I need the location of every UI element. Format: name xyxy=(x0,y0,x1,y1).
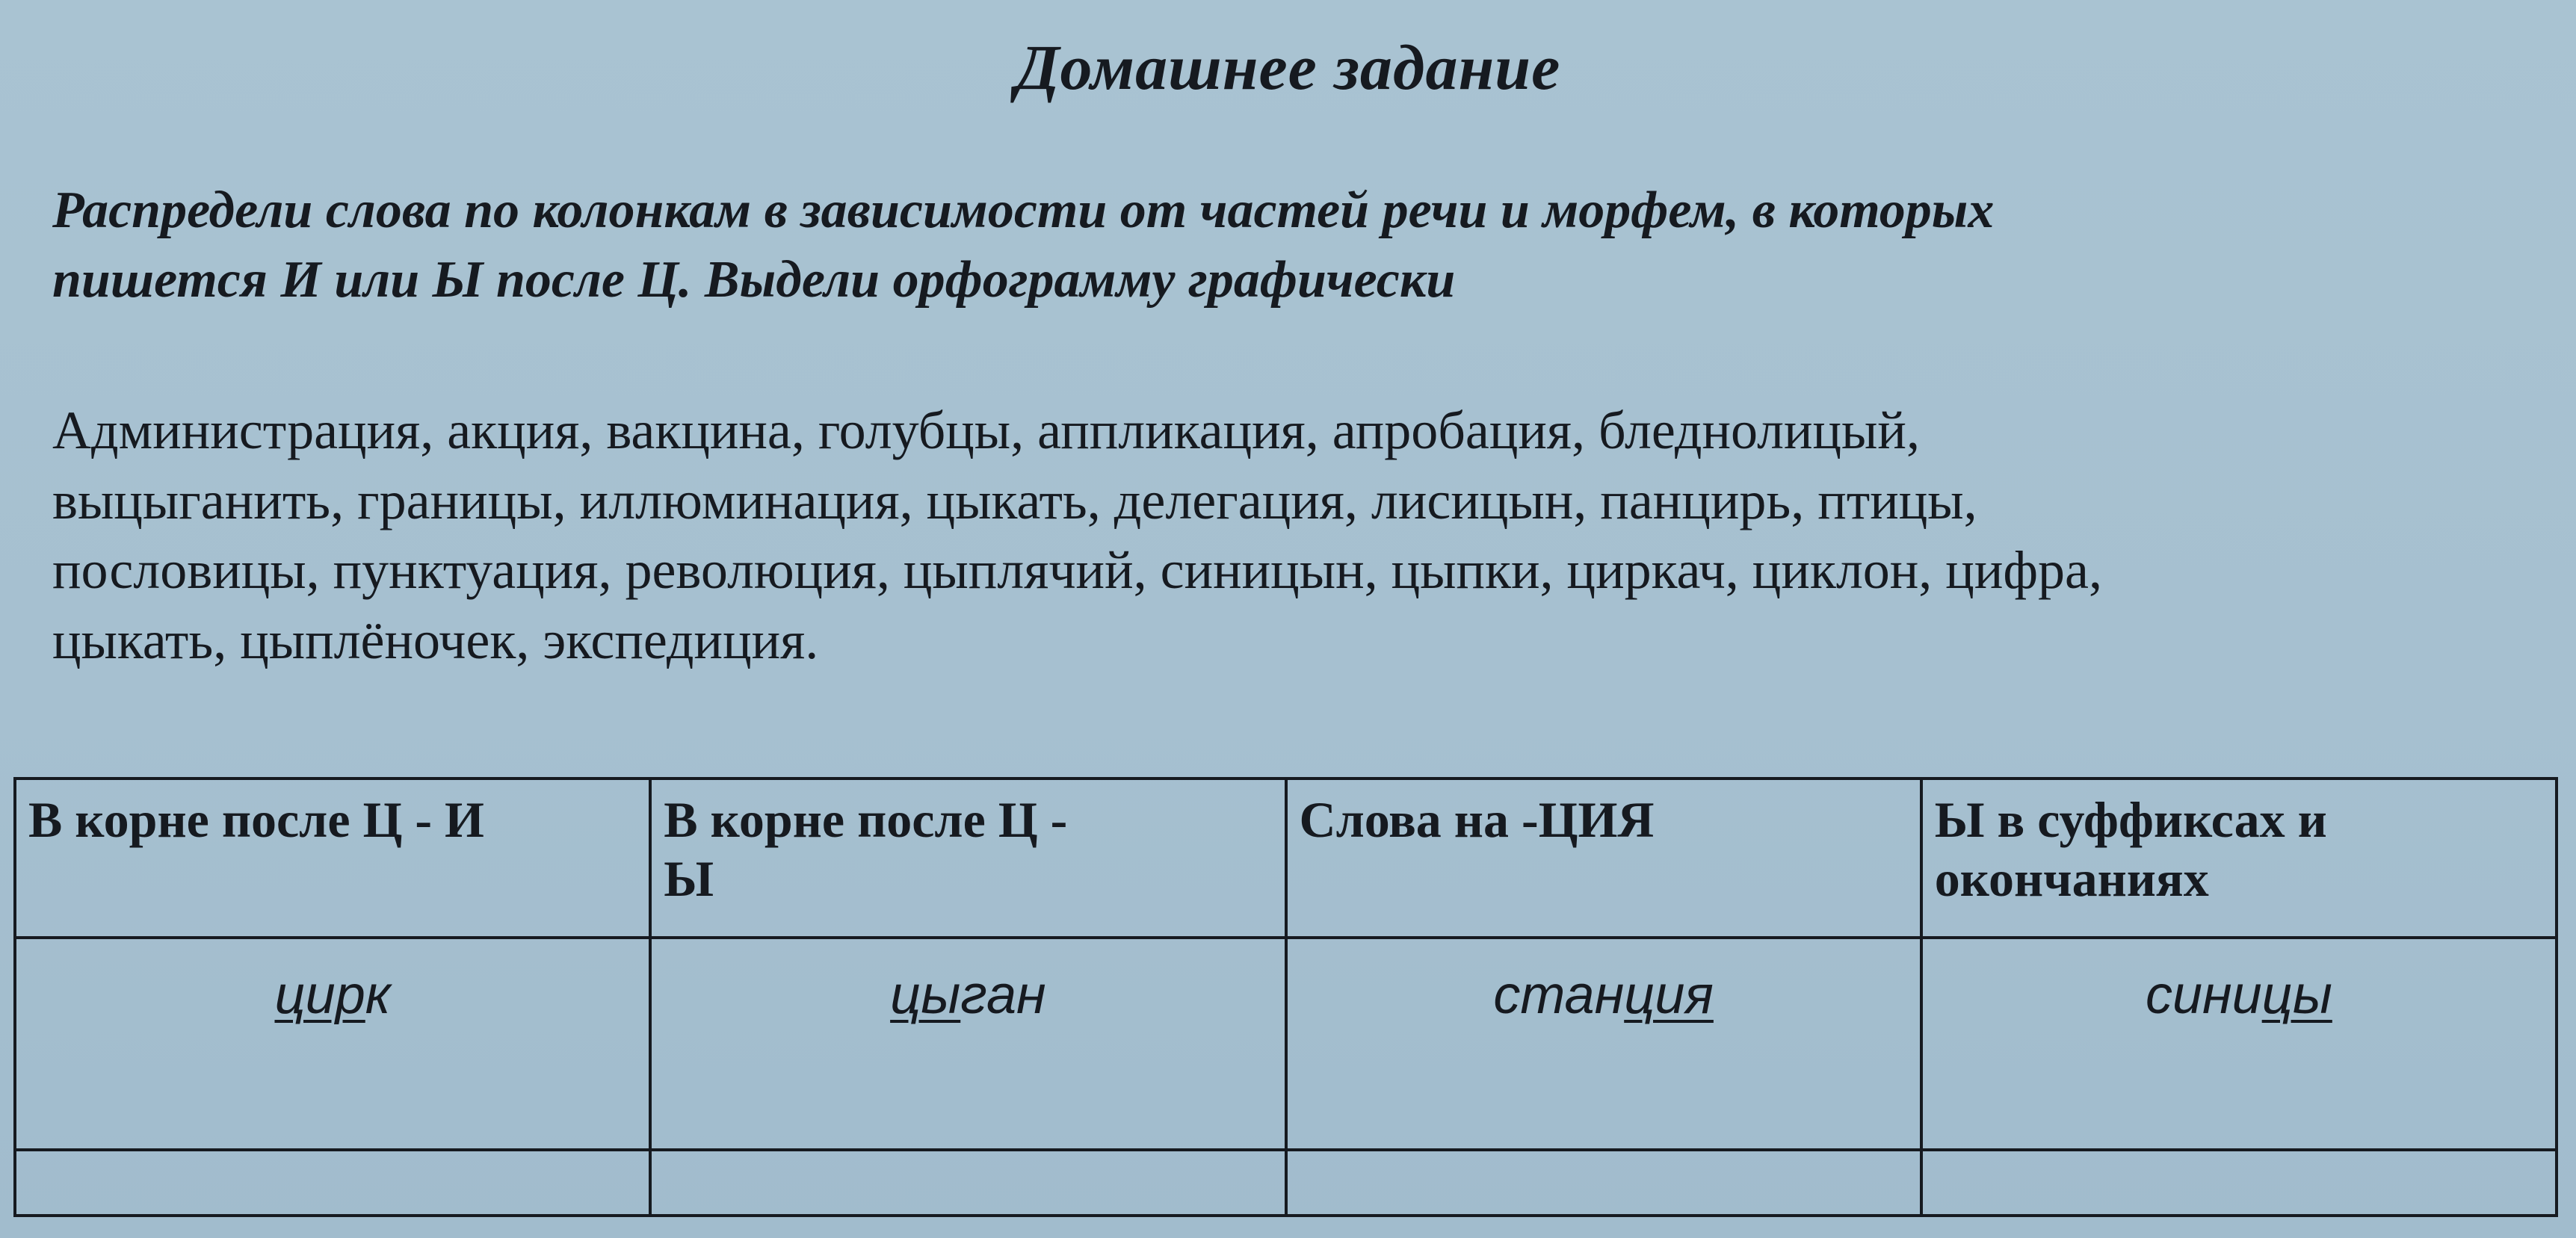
header-root-i xyxy=(15,779,650,938)
example-root-i-after: к xyxy=(365,965,391,1025)
header-tsiya-words xyxy=(1286,779,1921,938)
page-title: Домашнее задание xyxy=(1015,31,1561,103)
task-line-1: Распредели слова по колонкам в зависимости от частей речи и морфем, в которых xyxy=(52,182,1995,239)
empty-answer-cell-3[interactable] xyxy=(1286,1150,1921,1216)
example-root-y-after: ган xyxy=(960,965,1046,1025)
empty-answer-cell-2[interactable] xyxy=(650,1150,1285,1216)
example-tsiya xyxy=(1286,938,1921,1150)
example-root-y xyxy=(650,938,1285,1150)
header-root-y-line-2: Ы xyxy=(664,849,714,907)
header-suffix-ending-y-line-1: Ы в суффиксах и xyxy=(1934,791,2327,848)
empty-answer-cell-4[interactable] xyxy=(1921,1150,2557,1216)
header-root-y-line-1: В корне после Ц - xyxy=(664,791,1068,848)
task-line-2: пишется И или Ы после Ц. Выдели орфограмму графически xyxy=(52,251,1456,309)
header-tsiya-words-line-1: Слова на -ЦИЯ xyxy=(1299,791,1655,848)
task-instructions xyxy=(52,176,2504,315)
table-example-row xyxy=(15,938,2557,1150)
sorting-table-container xyxy=(13,777,2558,1172)
example-root-y-orthogram: цы xyxy=(890,965,961,1025)
word-list-line-3: пословицы, пунктуация, революция, цыплячий, синицын, цыпки, циркач, циклон, цифра, xyxy=(52,540,2102,601)
example-root-i-orthogram: цир xyxy=(274,965,365,1025)
word-list-line-4: цыкать, цыплёночек, экспедиция. xyxy=(52,610,819,670)
table-empty-row xyxy=(15,1150,2557,1216)
example-suffix-ending-y xyxy=(1921,938,2557,1150)
example-tsiya-orthogram: ция xyxy=(1624,965,1714,1025)
word-list xyxy=(52,396,2541,675)
empty-answer-cell-1[interactable] xyxy=(15,1150,650,1216)
example-suffix-ending-y-before: сини xyxy=(2145,965,2262,1025)
example-tsiya-before: стан xyxy=(1493,965,1625,1025)
header-root-i-line-1: В корне после Ц - И xyxy=(28,791,484,848)
table-header-row xyxy=(15,779,2557,938)
example-suffix-ending-y-orthogram: цы xyxy=(2261,965,2332,1025)
word-list-line-1: Администрация, акция, вакцина, голубцы, аппликация, апробация, бледнолицый, xyxy=(52,400,1920,460)
header-root-y xyxy=(650,779,1285,938)
header-suffix-ending-y-line-2: окончаниях xyxy=(1934,849,2209,907)
sorting-table xyxy=(13,777,2558,1217)
example-root-i xyxy=(15,938,650,1150)
word-list-line-2: выцыганить, границы, иллюминация, цыкать, делегация, лисицын, панцирь, птицы, xyxy=(52,470,1977,530)
header-suffix-ending-y xyxy=(1921,779,2557,938)
